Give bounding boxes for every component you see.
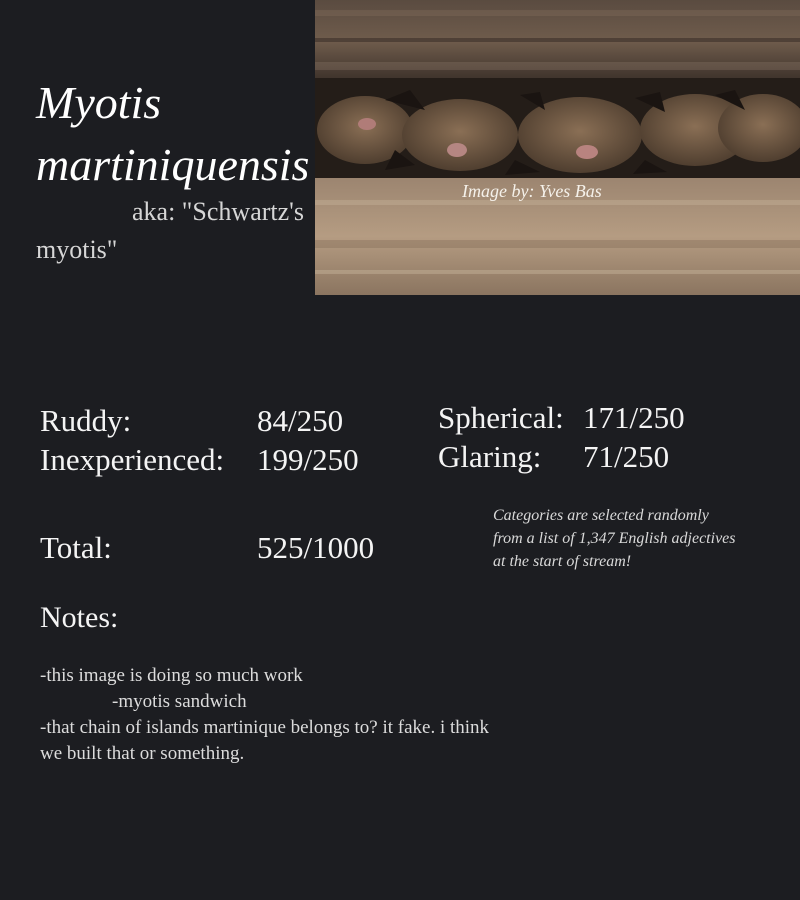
common-name: aka: "Schwartz's myotis"	[36, 197, 304, 264]
rating-value-ruddy: 84/250	[257, 403, 344, 438]
bats-roosting-photo-icon	[315, 0, 800, 295]
rating-value-spherical: 171/250	[583, 400, 685, 435]
rating-value-glaring: 71/250	[583, 439, 670, 474]
bat-photo	[315, 0, 800, 295]
note-item: -that chain of islands martinique belongs to? it fake. i think we built that or something.	[40, 717, 490, 764]
rating-label-spherical: Spherical:	[438, 400, 564, 435]
rating-value-inexperienced: 199/250	[257, 442, 359, 477]
notes-title: Notes:	[40, 601, 119, 634]
scientific-name: Myotis martiniquensis	[36, 77, 310, 190]
notes-list	[40, 663, 500, 767]
rating-label-inexperienced: Inexperienced:	[40, 442, 225, 477]
image-credit: Image by: Yves Bas	[462, 181, 602, 201]
total-label: Total:	[40, 530, 112, 565]
note-item: -myotis sandwich	[112, 691, 247, 712]
rating-label-glaring: Glaring:	[438, 439, 542, 474]
rating-label-ruddy: Ruddy:	[40, 403, 132, 438]
total-value: 525/1000	[257, 530, 375, 565]
note-item: -this image is doing so much work	[40, 665, 303, 686]
categories-disclaimer: Categories are selected randomly from a list of 1,347 English adjectives at the start of stream!	[493, 507, 736, 570]
